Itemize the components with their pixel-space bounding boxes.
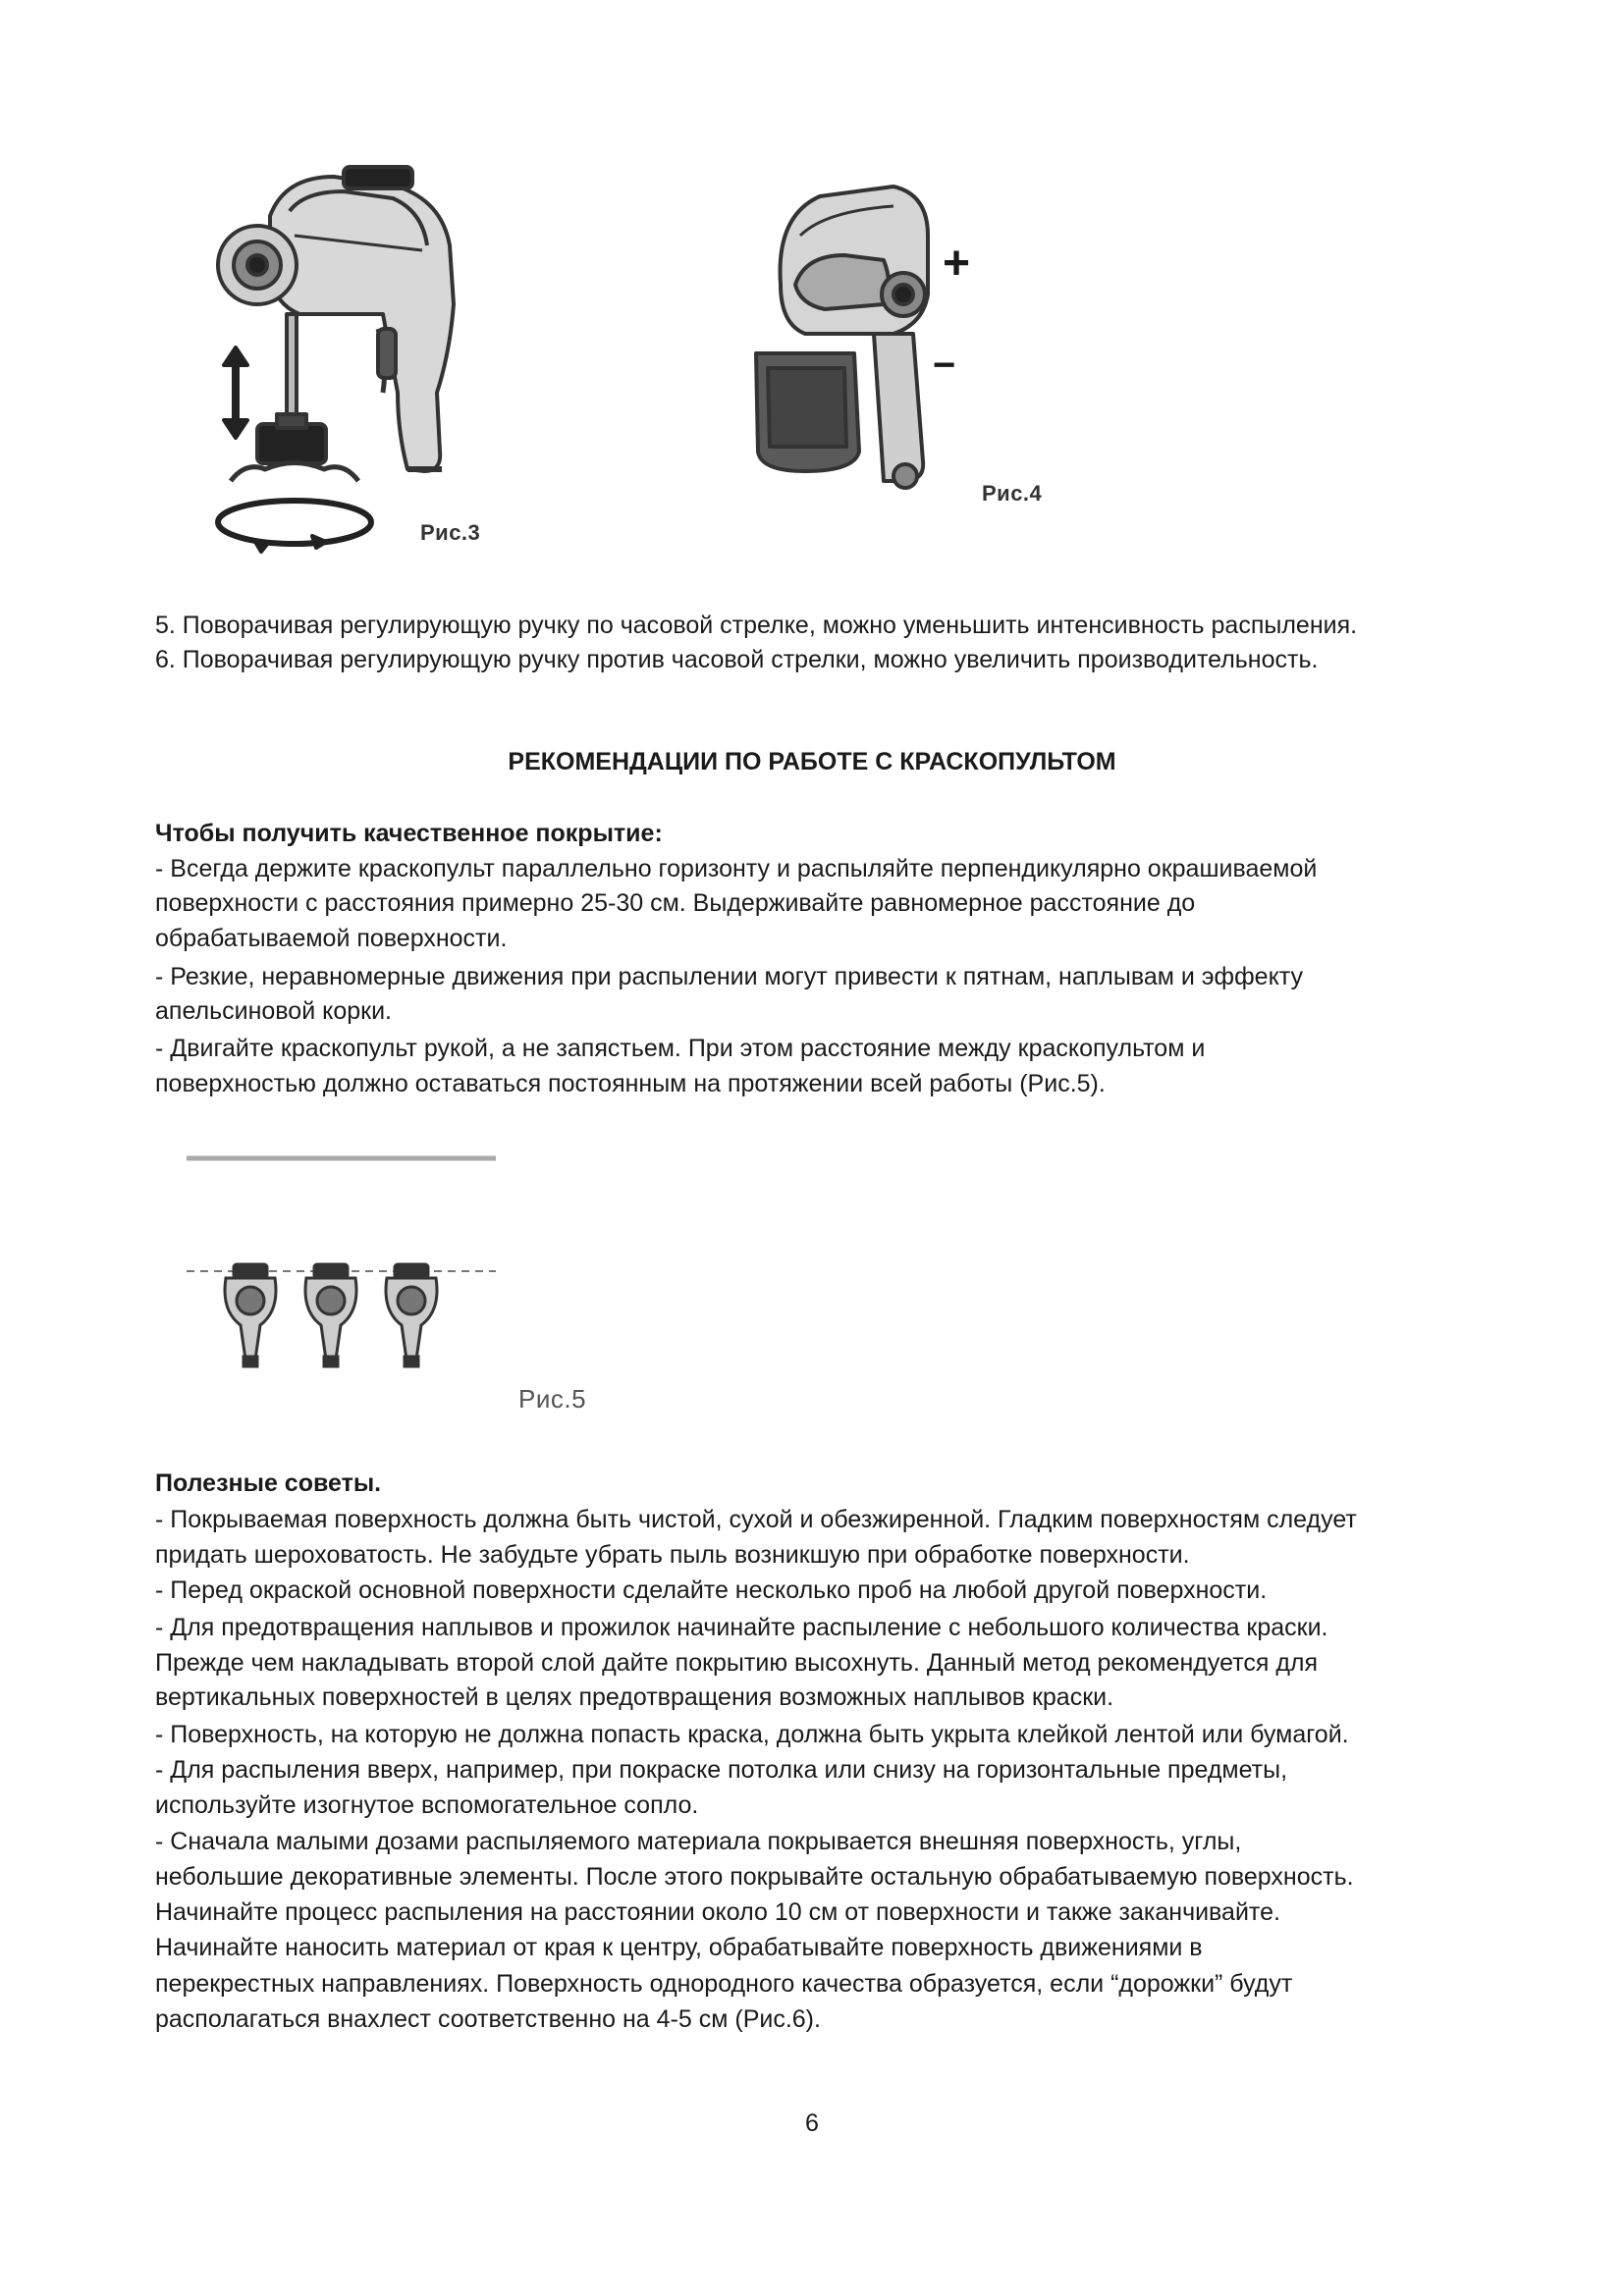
figure-4-caption: Рис.4 xyxy=(982,481,1043,506)
tips-line: используйте изогнутое вспомогательное сопло. xyxy=(155,1791,699,1819)
quality-line: обрабатываемой поверхности. xyxy=(155,925,508,952)
quality-line: поверхностью должно оставаться постоянным на протяжении всей работы (Рис.5). xyxy=(155,1070,1106,1097)
tips-line: придать шероховатость. Не забудьте убрать пыль возникшую при обработке поверхности. xyxy=(155,1541,1190,1569)
tips-line: - Поверхность, на которую не должна попасть краска, должна быть укрыта клейкой лентой или бумагой. xyxy=(155,1721,1349,1748)
figure-4-spray-gun-illustration xyxy=(746,177,1001,501)
figure-5-caption: Рис.5 xyxy=(518,1384,587,1414)
tips-line: перекрестных направлениях. Поверхность однородного качества образуется, если “дорожки” будут xyxy=(155,1970,1293,1998)
quality-line: - Всегда держите краскопульт параллельно горизонту и распыляйте перпендикулярно окрашиваемой xyxy=(155,855,1318,882)
figure-5-spray-motion-illustration xyxy=(187,1148,520,1384)
quality-line: - Резкие, неравномерные движения при распылении могут привести к пятнам, наплывам и эффекту xyxy=(155,963,1304,990)
tips-line: небольшие декоративные элементы. После этого покрывайте остальную обрабатываемую поверхность. xyxy=(155,1863,1354,1891)
quality-line: - Двигайте краскопульт рукой, а не запястьем. При этом расстояние между краскопультом и xyxy=(155,1035,1206,1062)
tips-line: Начинайте процесс распыления на расстоянии около 10 см от поверхности и также заканчивайте. xyxy=(155,1898,1280,1926)
page-number: 6 xyxy=(805,2109,819,2137)
figure-4-plus-sign: + xyxy=(943,238,971,290)
step-6: 6. Поворачивая регулирующую ручку против часовой стрелки, можно увеличить производительность. xyxy=(155,646,1319,673)
quality-line: поверхности с расстояния примерно 25-30 см. Выдерживайте равномерное расстояние до xyxy=(155,889,1196,917)
tips-line: - Сначала малыми дозами распыляемого материала покрывается внешняя поверхность, углы, xyxy=(155,1828,1242,1855)
tips-line: - Покрываемая поверхность должна быть чистой, сухой и обезжиренной. Гладким поверхностям следует xyxy=(155,1506,1357,1533)
tips-line: - Для предотвращения наплывов и прожилок начинайте распыление с небольшого количества краски. xyxy=(155,1614,1328,1641)
figure-3-spray-gun-illustration xyxy=(196,157,511,569)
tips-line: - Перед окраской основной поверхности сделайте несколько проб на любой другой поверхности. xyxy=(155,1576,1268,1604)
quality-line: апельсиновой корки. xyxy=(155,997,392,1025)
tips-line: Прежде чем накладывать второй слой дайте покрытию высохнуть. Данный метод рекомендуется для xyxy=(155,1649,1319,1677)
tips-line: - Для распыления вверх, например, при покраске потолка или снизу на горизонтальные предметы, xyxy=(155,1756,1288,1784)
quality-heading: Чтобы получить качественное покрытие: xyxy=(155,820,663,847)
tips-line: располагаться внахлест соответственно на 4-5 см (Рис.6). xyxy=(155,2005,821,2033)
tips-line: вертикальных поверхностей в целях предотвращения возможных наплывов краски. xyxy=(155,1683,1114,1711)
figure-3-caption: Рис.3 xyxy=(420,520,481,545)
figure-4-minus-sign: − xyxy=(933,344,956,387)
step-5: 5. Поворачивая регулирующую ручку по часовой стрелке, можно уменьшить интенсивность распыления. xyxy=(155,612,1358,639)
section-title: РЕКОМЕНДАЦИИ ПО РАБОТЕ С КРАСКОПУЛЬТОМ xyxy=(508,748,1116,775)
tips-heading: Полезные советы. xyxy=(155,1469,382,1497)
tips-line: Начинайте наносить материал от края к центру, обрабатывайте поверхность движениями в xyxy=(155,1934,1203,1961)
